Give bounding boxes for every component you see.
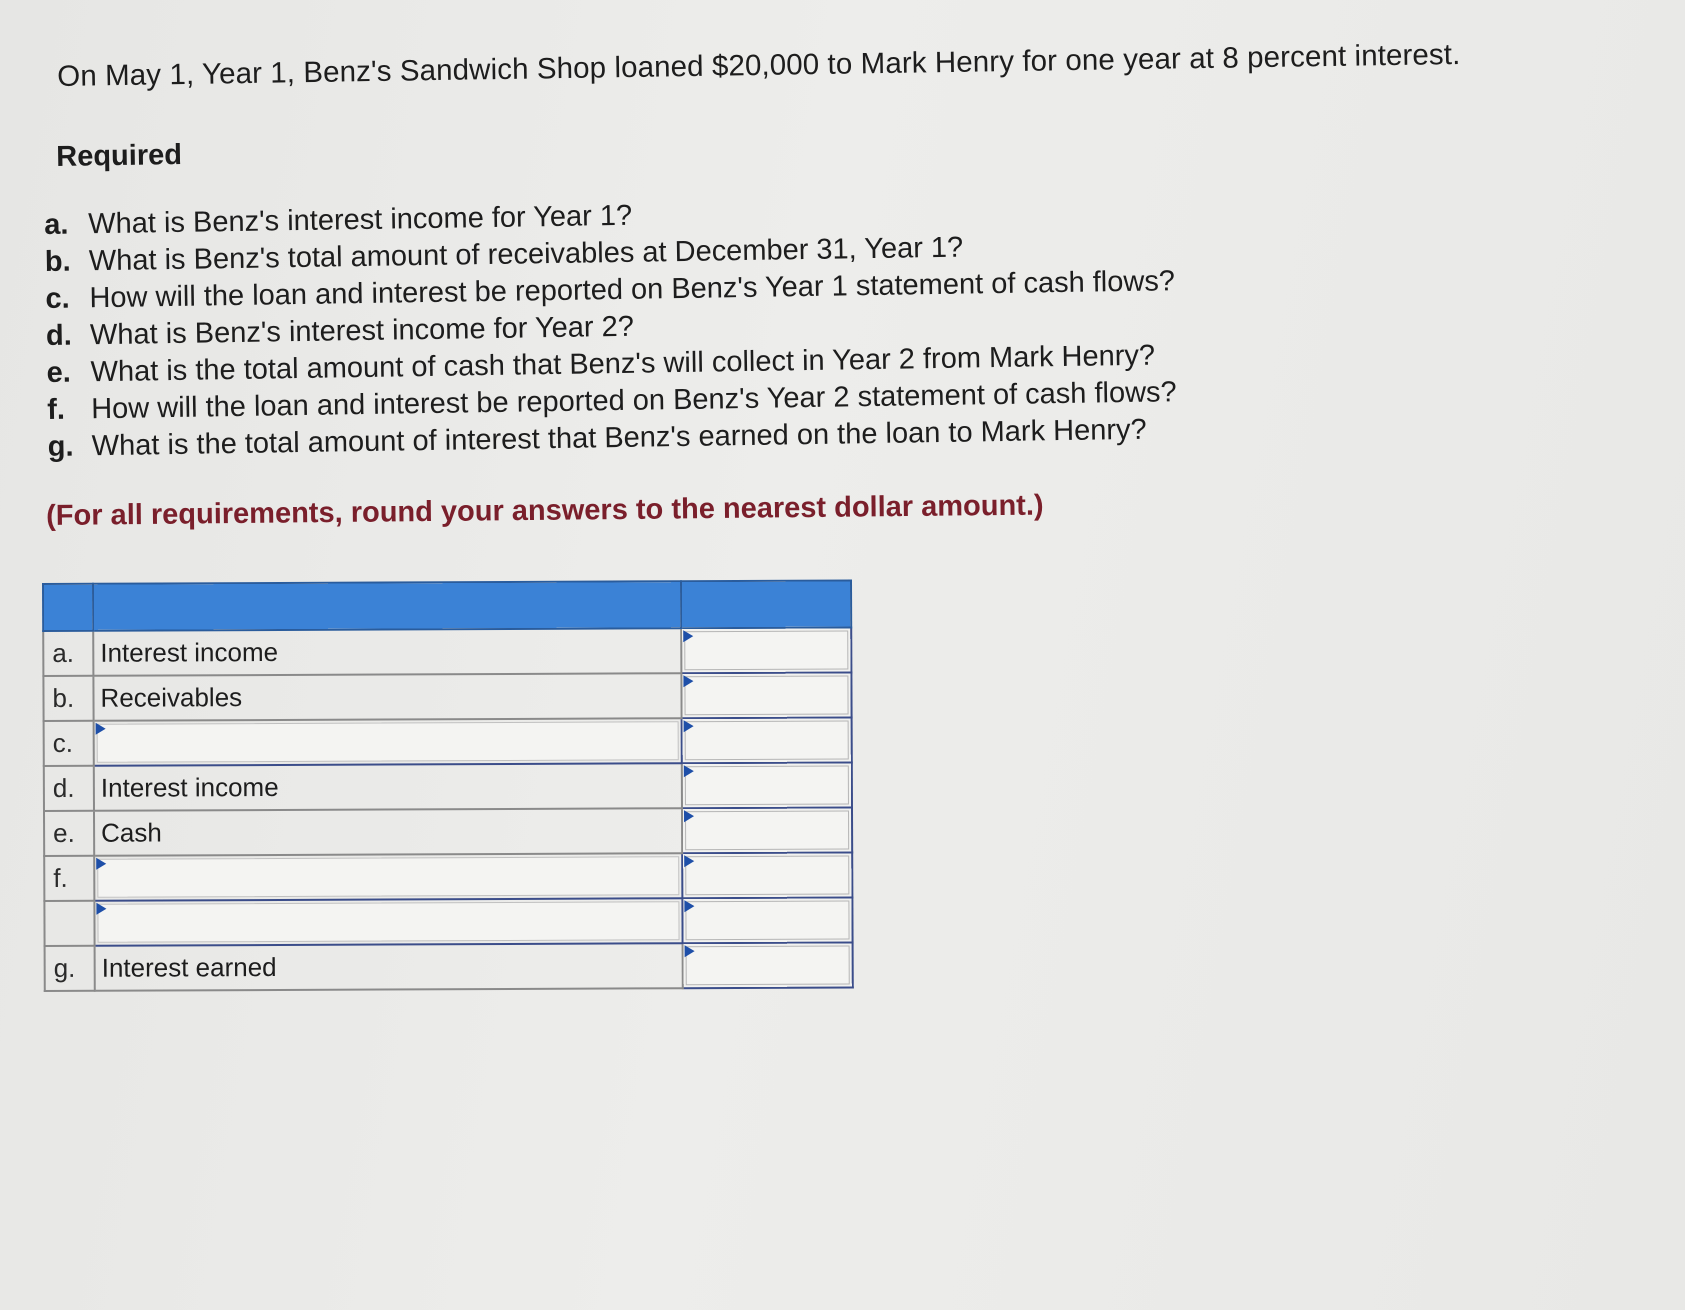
table-header-row	[43, 580, 851, 631]
input-marker-icon	[684, 855, 694, 867]
row-label	[94, 808, 682, 856]
input-marker-icon	[684, 900, 694, 912]
header-cell-label	[93, 581, 681, 631]
row-label	[93, 673, 681, 721]
answer-table-container	[42, 579, 854, 992]
table-row	[44, 762, 852, 811]
amount-input-cell[interactable]	[682, 897, 852, 943]
description-input-box[interactable]	[97, 901, 679, 943]
requirement-text: What is the total amount of cash that Benz's will collect in Year 2 from Mark Henry?	[90, 339, 1156, 389]
cash-flow-description-dropdown[interactable]	[94, 898, 682, 946]
row-letter: a.	[43, 631, 93, 676]
answer-table	[42, 579, 854, 992]
amount-input-cell[interactable]	[681, 627, 851, 673]
requirement-text: What is Benz's interest income for Year 2?	[89, 310, 635, 352]
amount-input-cell[interactable]	[683, 942, 853, 988]
input-marker-icon	[684, 720, 694, 732]
row-label	[93, 628, 681, 676]
amount-input[interactable]	[685, 900, 849, 940]
requirement-text: How will the loan and interest be reported on Benz's Year 1 statement of cash flows?	[89, 265, 1176, 315]
description-input-box[interactable]	[97, 856, 679, 898]
requirement-text: What is Benz's interest income for Year 1?	[88, 199, 633, 241]
requirement-letter: c.	[45, 282, 70, 315]
amount-input[interactable]	[684, 630, 848, 670]
table-row	[43, 672, 851, 721]
row-label-text: Interest income	[100, 771, 279, 803]
requirement-letter: b.	[44, 245, 71, 278]
input-marker-icon	[684, 810, 694, 822]
row-letter: b.	[43, 676, 93, 721]
dropdown-marker-icon	[96, 723, 106, 735]
table-row	[44, 807, 852, 856]
row-label	[95, 943, 683, 991]
row-letter: g.	[45, 946, 95, 991]
amount-input[interactable]	[685, 855, 849, 895]
row-label-text: Cash	[101, 817, 162, 848]
requirements-list	[44, 189, 1178, 466]
row-label-text: Interest earned	[101, 951, 277, 983]
dropdown-marker-icon	[96, 903, 106, 915]
description-input-box[interactable]	[97, 721, 679, 763]
input-marker-icon	[683, 675, 693, 687]
header-cell-letter	[43, 584, 93, 631]
amount-input-cell[interactable]	[682, 717, 852, 763]
input-marker-icon	[683, 630, 693, 642]
table-row	[43, 627, 851, 676]
amount-input-cell[interactable]	[682, 852, 852, 898]
amount-input[interactable]	[685, 810, 849, 850]
dropdown-marker-icon	[96, 858, 106, 870]
table-row	[44, 717, 852, 766]
header-cell-amount	[681, 580, 851, 628]
cash-flow-description-dropdown[interactable]	[94, 853, 682, 901]
requirement-letter: a.	[44, 208, 69, 241]
requirement-text: How will the loan and interest be reported on Benz's Year 2 statement of cash flows?	[90, 376, 1177, 426]
input-marker-icon	[684, 765, 694, 777]
required-heading: Required	[56, 139, 183, 173]
row-letter	[44, 901, 94, 946]
amount-input[interactable]	[685, 720, 849, 760]
row-letter: c.	[44, 721, 94, 766]
row-label	[94, 763, 682, 811]
requirement-letter: f.	[46, 393, 66, 426]
table-row	[45, 942, 853, 991]
amount-input[interactable]	[686, 945, 850, 985]
row-letter: f.	[44, 856, 94, 901]
requirement-text: What is Benz's total amount of receivables at December 31, Year 1?	[88, 231, 964, 278]
row-label-text: Receivables	[100, 682, 243, 713]
requirement-text: What is the total amount of interest that Benz's earned on the loan to Mark Henry?	[91, 413, 1147, 463]
table-row	[44, 897, 852, 946]
amount-input[interactable]	[684, 675, 848, 715]
problem-intro: On May 1, Year 1, Benz's Sandwich Shop loaned $20,000 to Mark Henry for one year at 8 percent interest.	[57, 37, 1461, 93]
requirement-letter: e.	[46, 356, 72, 389]
table-row	[44, 852, 852, 901]
amount-input-cell[interactable]	[681, 672, 851, 718]
requirement-letter: d.	[45, 319, 73, 352]
row-letter: e.	[44, 811, 94, 856]
requirement-letter: g.	[47, 430, 74, 463]
amount-input[interactable]	[685, 765, 849, 805]
row-label-text: Interest income	[100, 636, 279, 668]
amount-input-cell[interactable]	[682, 807, 852, 853]
amount-input-cell[interactable]	[682, 762, 852, 808]
input-marker-icon	[685, 945, 695, 957]
rounding-note: (For all requirements, round your answers to the nearest dollar amount.)	[46, 489, 1044, 532]
row-letter: d.	[44, 766, 94, 811]
cash-flow-description-dropdown[interactable]	[94, 718, 682, 766]
